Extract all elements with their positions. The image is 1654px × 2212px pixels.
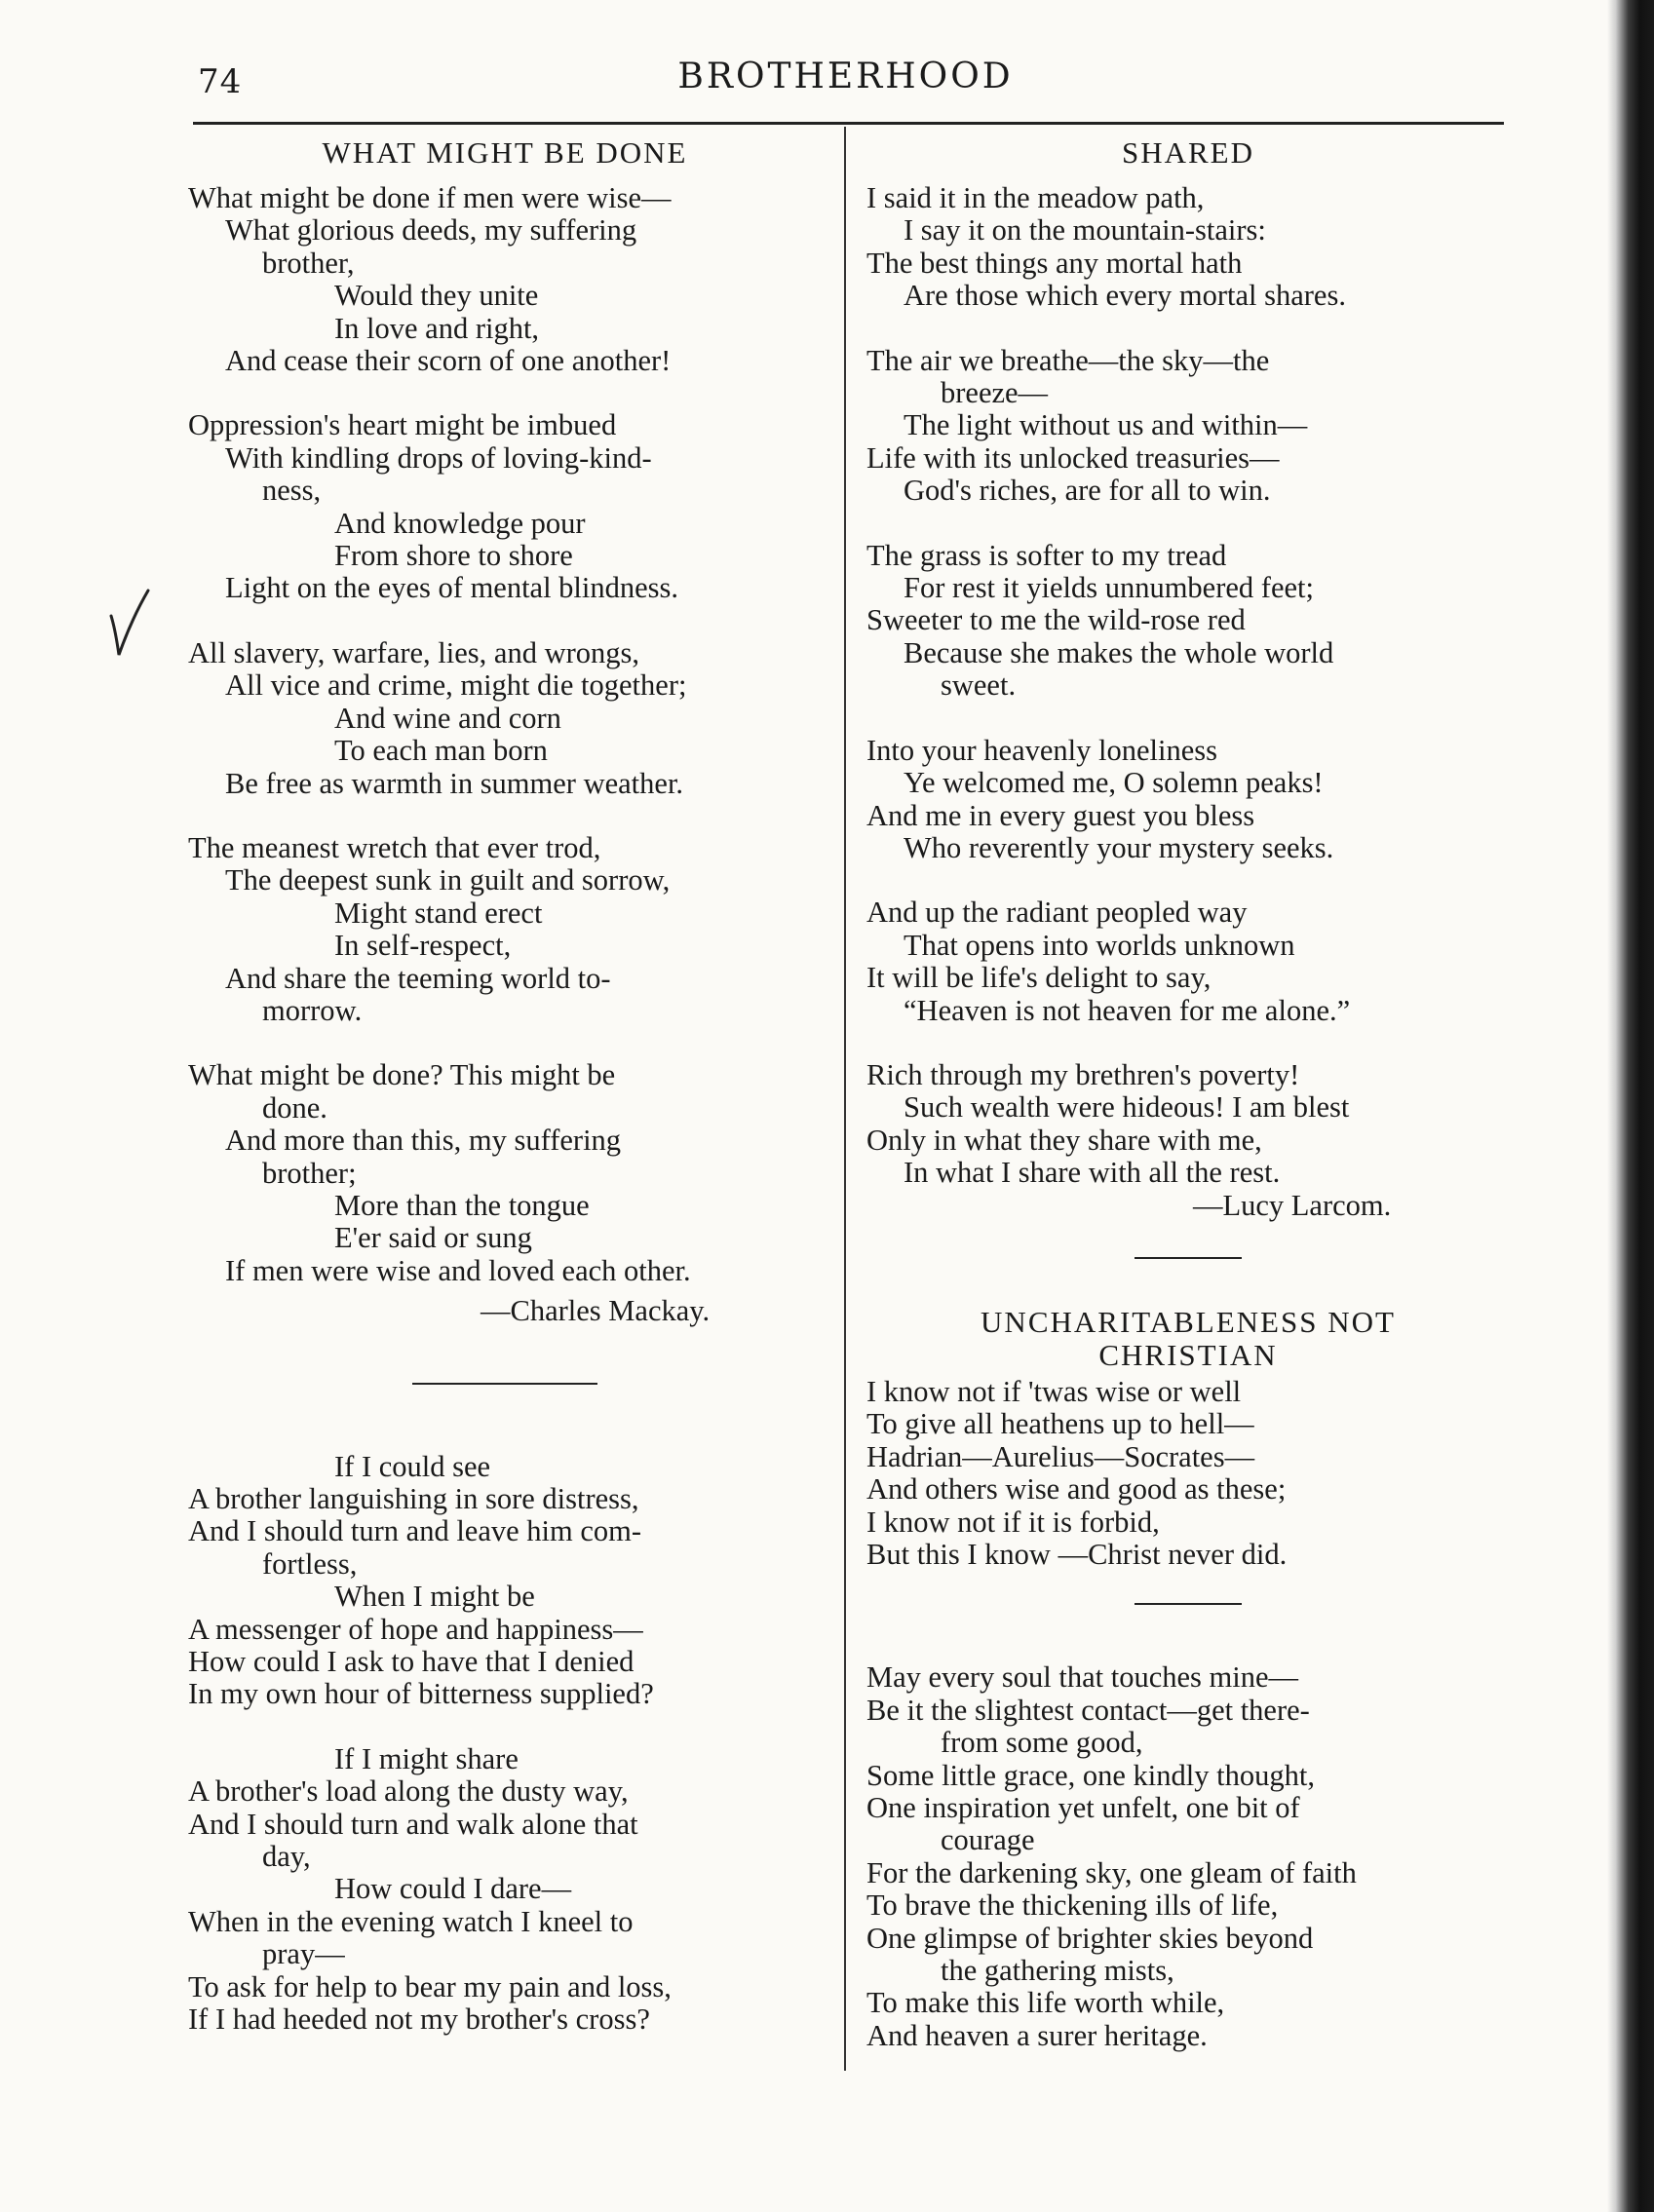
poem-line: pray— <box>262 1937 345 1971</box>
poem-line: Who reverently your mystery seeks. <box>904 830 1334 864</box>
poem-line: The air we breathe—the sky—the <box>866 343 1270 377</box>
poem-line: In my own hour of bitterness supplied? <box>188 1677 654 1711</box>
poem-line: Oppression's heart might be imbued <box>188 408 617 442</box>
stanza <box>866 896 1510 1027</box>
poem-line: And more than this, my suffering <box>225 1124 622 1158</box>
running-title: BROTHERHOOD <box>677 57 1014 96</box>
poem-line: When in the evening watch I kneel to <box>188 1904 634 1938</box>
poem-author: —Charles Mackay. <box>481 1294 711 1328</box>
poem-line: Some little grace, one kindly thought, <box>866 1758 1315 1792</box>
poem-line: What might be done if men were wise— <box>188 181 672 214</box>
stanza <box>866 182 1510 313</box>
poem-line: That opens into worlds unknown <box>904 928 1295 962</box>
poem-line: The deepest sunk in guilt and sorrow, <box>225 863 671 897</box>
poem-line: And I should turn and walk alone that <box>188 1807 638 1841</box>
poem-line: More than the tongue <box>334 1188 590 1222</box>
left-column <box>188 136 822 2069</box>
poem-line: If I had heeded not my brother's cross? <box>188 2002 650 2037</box>
poem-line: “Heaven is not heaven for me alone.” <box>904 993 1351 1027</box>
page-edge-shadow <box>1607 0 1654 2212</box>
poem-line: And others wise and good as these; <box>866 1472 1287 1506</box>
poem-line: One glimpse of brighter skies beyond <box>866 1921 1314 1955</box>
poem-line: from some good, <box>941 1726 1143 1760</box>
stanza <box>188 409 822 604</box>
poem-line: And cease their scorn of one another! <box>225 344 672 378</box>
poem-line: I know not if 'twas wise or well <box>866 1374 1242 1408</box>
poem-line: How could I ask to have that I denied <box>188 1645 635 1679</box>
poem-line: breeze— <box>941 376 1049 410</box>
poem-line: To each man born <box>334 734 548 768</box>
page-header <box>190 57 1501 105</box>
poem-line: fortless, <box>262 1546 358 1581</box>
stanza <box>866 735 1510 865</box>
poem-line: God's riches, are for all to win. <box>904 474 1271 508</box>
stanza <box>188 1743 822 2037</box>
poem-line: With kindling drops of loving-kind- <box>225 440 652 475</box>
poem-title-line: CHRISTIAN <box>1098 1337 1278 1372</box>
poem-line: To make this life worth while, <box>866 1986 1225 2020</box>
section-separator <box>1135 1603 1242 1605</box>
poem-line: In love and right, <box>334 311 540 345</box>
poem-line: In self-respect, <box>334 929 512 963</box>
poem-line: sweet. <box>941 668 1017 703</box>
poem-title-shared: SHARED <box>1121 135 1254 170</box>
poem-line: Sweeter to me the wild-rose red <box>866 603 1246 637</box>
poem-line: From shore to shore <box>334 539 573 573</box>
poem-line: What might be done? This might be <box>188 1058 616 1092</box>
poem-line: Might stand erect <box>334 896 543 930</box>
poem-line: But this I know —Christ never did. <box>866 1538 1288 1571</box>
poem-line: And me in every guest you bless <box>866 798 1255 832</box>
poem-line: How could I dare— <box>334 1872 572 1906</box>
poem-line: All vice and crime, might die together; <box>225 668 687 703</box>
poem-line: One inspiration yet unfelt, one bit of <box>866 1791 1300 1825</box>
stanza <box>188 1059 822 1287</box>
poem-line: And knowledge pour <box>334 506 586 540</box>
poem-line: The best things any mortal hath <box>866 246 1243 280</box>
poem-line: The grass is softer to my tread <box>866 538 1227 572</box>
poem-line: To give all heathens up to hell— <box>866 1407 1254 1441</box>
poem-line: May every soul that touches mine— <box>866 1660 1298 1695</box>
poem-line: I said it in the meadow path, <box>866 181 1205 214</box>
stanza <box>866 1661 1510 2052</box>
poem-line: Life with its unlocked treasuries— <box>866 440 1280 475</box>
stanza <box>866 345 1510 508</box>
poem-line: And wine and corn <box>334 701 561 735</box>
poem-line: To ask for help to bear my pain and loss, <box>188 1969 672 2003</box>
poem-line: I say it on the mountain-stairs: <box>904 213 1266 248</box>
poem-line: ness, <box>262 474 322 508</box>
poem-author: —Lucy Larcom. <box>1193 1188 1392 1222</box>
right-column <box>866 136 1510 2084</box>
poem-title-uncharitableness <box>866 1306 1510 1372</box>
poem-line: And share the teeming world to- <box>225 961 611 995</box>
poem-line: Ye welcomed me, O solemn peaks! <box>904 766 1324 800</box>
poem-line: If men were wise and loved each other. <box>225 1253 691 1287</box>
poem-line: morrow. <box>262 993 363 1027</box>
section-separator <box>1135 1257 1242 1259</box>
poem-line: A brother languishing in sore distress, <box>188 1482 639 1515</box>
poem-line: E'er said or sung <box>334 1221 532 1255</box>
poem-line: Such wealth were hideous! I am blest <box>904 1090 1350 1125</box>
poem-line: day, <box>262 1840 311 1874</box>
poem-line: And I should turn and leave him com- <box>188 1514 642 1548</box>
poem-line: What glorious deeds, my suffering <box>225 213 637 248</box>
poem-line: To brave the thickening ills of life, <box>866 1888 1279 1923</box>
poem-line: All slavery, warfare, lies, and wrongs, <box>188 635 639 669</box>
poem-line: If I might share <box>334 1741 519 1775</box>
poem-line: Are those which every mortal shares. <box>904 279 1346 313</box>
stanza <box>866 540 1510 703</box>
header-rule <box>193 122 1504 125</box>
poem-line: Because she makes the whole world <box>904 635 1334 669</box>
poem-line: Light on the eyes of mental blindness. <box>225 571 679 605</box>
poem-line: Would they unite <box>334 279 539 313</box>
poem-line: brother, <box>262 246 355 280</box>
poem-line: And up the radiant peopled way <box>866 896 1248 930</box>
stanza <box>188 832 822 1027</box>
column-divider <box>844 127 846 2071</box>
poem-line: I know not if it is forbid, <box>866 1505 1160 1539</box>
poem-line: Be it the slightest contact—get there- <box>866 1693 1310 1727</box>
stanza <box>188 182 822 377</box>
poem-line: Only in what they share with me, <box>866 1123 1262 1157</box>
poem-line: Into your heavenly loneliness <box>866 733 1217 767</box>
poem-line: For the darkening sky, one gleam of faith <box>866 1855 1357 1889</box>
poem-line: Rich through my brethren's poverty! <box>866 1057 1300 1091</box>
stanza <box>866 1059 1510 1190</box>
poem-title-line: UNCHARITABLENESS NOT <box>981 1304 1396 1339</box>
poem-line: the gathering mists, <box>941 1954 1174 1988</box>
poem-line: For rest it yields unnumbered feet; <box>904 571 1314 605</box>
poem-line: courage <box>941 1823 1035 1857</box>
poem-line: Hadrian—Aurelius—Socrates— <box>866 1439 1255 1473</box>
section-separator <box>412 1383 597 1385</box>
poem-line: A brother's load along the dusty way, <box>188 1774 629 1809</box>
poem-line: The light without us and within— <box>904 408 1308 442</box>
stanza <box>188 1451 822 1711</box>
poem-line: In what I share with all the rest. <box>904 1156 1281 1190</box>
poem-line: It will be life's delight to say, <box>866 961 1212 995</box>
poem-line: When I might be <box>334 1580 535 1614</box>
poem-line: The meanest wretch that ever trod, <box>188 830 601 864</box>
poem-line: brother; <box>262 1156 357 1190</box>
poem-line: Be free as warmth in summer weather. <box>225 766 684 800</box>
poem-title-what-might-be-done: WHAT MIGHT BE DONE <box>322 135 688 170</box>
poem-line: If I could see <box>334 1449 491 1483</box>
stanza <box>188 637 822 800</box>
poem-line: done. <box>262 1090 327 1125</box>
poem-line: And heaven a surer heritage. <box>866 2018 1208 2052</box>
handwritten-checkmark <box>105 585 154 667</box>
stanza <box>866 1376 1510 1571</box>
poem-line: A messenger of hope and happiness— <box>188 1612 643 1646</box>
page-number: 74 <box>198 62 243 101</box>
